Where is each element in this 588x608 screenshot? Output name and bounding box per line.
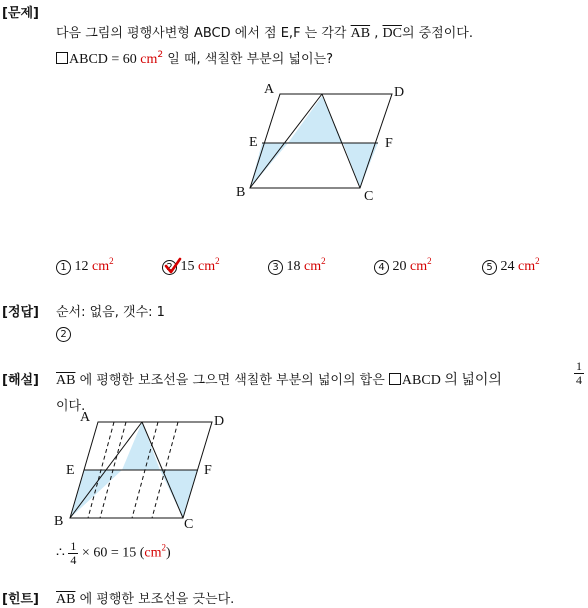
choice-unit: cm (304, 259, 322, 274)
choice-1[interactable] (56, 256, 114, 275)
segment-ab: $\overline{AB}$ (350, 26, 371, 41)
formula-close: ) (165, 545, 171, 561)
choice-value: 20 (392, 259, 407, 274)
label-f: F (385, 136, 393, 151)
label-b: B (236, 185, 246, 200)
checkmark-icon (164, 257, 182, 275)
choice-value: 15 (180, 259, 195, 274)
choice-4[interactable] (374, 256, 432, 275)
choice-exp: 2 (427, 256, 432, 266)
formula-fraction (68, 540, 78, 567)
fraction-numerator: 1 (576, 359, 582, 373)
therefore-symbol: ∴ (56, 545, 65, 561)
segment-ab: $\overline{AB}$ (56, 373, 76, 388)
problem-line-1 (56, 22, 473, 42)
problem-line-2 (56, 48, 333, 68)
segment-dc: $\overline{DC}$ (382, 26, 402, 41)
choice-5[interactable] (482, 256, 540, 275)
choice-exp: 2 (535, 256, 540, 266)
hint-text: 에 평행한 보조선을 긋는다. (75, 592, 235, 607)
explanation-line1-a: 에 평행한 보조선을 그으면 색칠한 부분의 넓이의 합은 (75, 373, 389, 388)
parallelogram-symbol-icon (56, 52, 68, 64)
area-label: ABCD = 60 (69, 52, 141, 67)
choice-number-5: 5 (482, 260, 497, 275)
label-d: D (214, 414, 225, 429)
choice-unit: cm (518, 259, 536, 274)
label-d: D (394, 85, 405, 100)
figure-parallelogram-auxiliary (50, 406, 225, 532)
choice-value: 24 (500, 259, 515, 274)
choice-number-2-text: 2 (166, 262, 173, 273)
answer-mark (56, 325, 71, 342)
area-exponent: 2 (157, 50, 164, 60)
choice-unit: cm (198, 259, 216, 274)
figure-parallelogram (230, 80, 410, 206)
choice-number-1: 1 (56, 260, 71, 275)
hint-line (56, 588, 234, 608)
shaded-left-triangle (70, 470, 122, 518)
formula-times: × 60 = 15 ( (81, 545, 145, 561)
parallelogram-symbol-icon (389, 373, 401, 385)
formula-denominator: 4 (70, 553, 77, 567)
choice-exp: 2 (109, 256, 114, 266)
problem-tag: [문제] (2, 6, 39, 21)
shaded-top-triangle (122, 422, 160, 470)
choice-exp: 2 (321, 256, 326, 266)
choice-unit: cm (92, 259, 110, 274)
segment-ab: $\overline{AB}$ (56, 592, 76, 607)
answer-line: 순서: 없음, 갯수: 1 (56, 305, 165, 320)
label-b: B (54, 514, 64, 529)
problem-line2-suffix: 일 때, 색칠한 부분의 넓이는? (163, 52, 333, 67)
choice-unit: cm (410, 259, 428, 274)
choice-exp: 2 (215, 256, 220, 266)
label-c: C (184, 517, 194, 532)
problem-line1-prefix: 다음 그림의 평행사변형 ABCD 에서 점 E,F 는 각각 (56, 26, 351, 41)
area-unit: cm (140, 52, 158, 67)
formula-numerator: 1 (70, 539, 77, 553)
label-e: E (249, 135, 258, 150)
choice-number-2 (162, 260, 177, 275)
explanation-line1-b: ABCD 의 넓이의 (401, 373, 502, 388)
label-c: C (364, 189, 374, 204)
choice-value: 18 (286, 259, 301, 274)
explanation-line-1 (56, 369, 502, 389)
label-e: E (66, 463, 75, 478)
problem-line1-mid: , (370, 26, 383, 41)
hint-tag: [힌트] (2, 592, 39, 607)
formula-exp: 2 (161, 542, 166, 553)
explanation-tag: [해설] (2, 373, 39, 388)
choice-2[interactable] (162, 256, 220, 275)
fraction-denominator: 4 (576, 373, 582, 387)
label-a: A (80, 410, 91, 425)
label-a: A (264, 82, 275, 97)
answer-number: 2 (56, 327, 71, 342)
choice-3[interactable] (268, 256, 326, 275)
problem-line1-suffix: 의 중점이다. (401, 26, 473, 41)
answer-tag: [정답] (2, 305, 39, 320)
choice-number-4: 4 (374, 260, 389, 275)
explanation-fraction (574, 360, 584, 387)
explanation-line-2: 이다. (56, 399, 86, 414)
choice-value: 12 (74, 259, 89, 274)
formula-unit: cm (144, 545, 162, 561)
label-f: F (204, 463, 212, 478)
explanation-formula (56, 540, 171, 567)
choice-number-3: 3 (268, 260, 283, 275)
